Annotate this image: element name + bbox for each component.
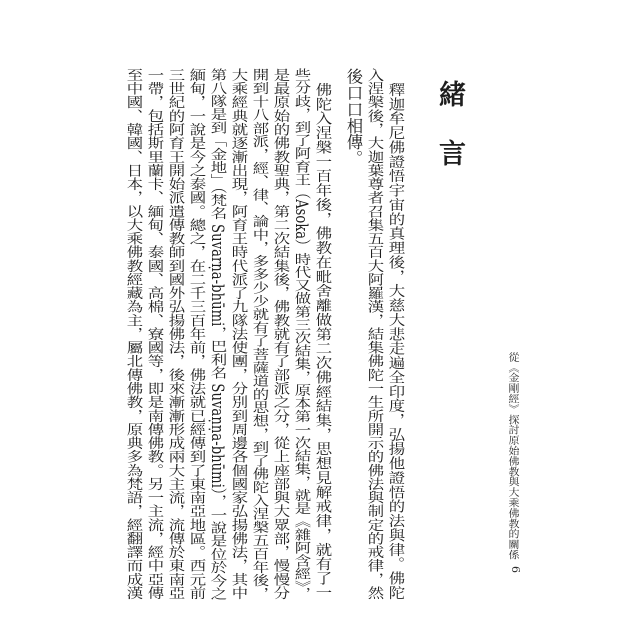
text-column: 緬甸，一說是今之泰國。總之，在二千三百年前，佛法就已經傳到了東南亞地區。西元前 (187, 68, 206, 600)
running-header: 從《金剛經》探討原始佛教與大乘佛教的關係 (507, 352, 520, 561)
text-column: 一帶，包括斯里蘭卡、緬甸、泰國、高棉、寮國等，即是南傳佛教。另一主流，經中亞傳 (145, 68, 164, 600)
text-column: 是最原始的佛教聖典，第二次結集後，佛教就有了部派之分，從上座部與大眾部，慢慢分 (271, 68, 290, 600)
text-column: 三世紀的阿育王開始派遣傳教師到國外弘揚佛法，後來漸漸形成兩大主流，流傳於東南亞 (166, 68, 185, 600)
text-column: 釋迦牟尼佛證悟宇宙的真理後，大慈大悲走遍全印度，弘揚他證悟的法與律。佛陀 (386, 68, 405, 600)
text-column: 開到十八部派，經、律、論中，多多少少就有了菩薩道的思想，到了佛陀入涅槃五百年後， (250, 68, 269, 600)
page-number: 6 (509, 566, 522, 573)
text-column: 入涅槃後，大迦葉尊者召集五百大阿羅漢，結集佛陀一生所開示的佛法與制定的戒律，然 (365, 68, 384, 600)
text-column: 至中國、韓國、日本，以大乘佛教經藏為主，屬北傳佛教，原典多為梵語，經翻譯而成漢 (124, 68, 143, 600)
text-column: 第八隊是到「金地」（梵名 Suvarṇa-bhūmi，巴利名 Suvaṇṇa-bhūmi），一說是位於今之 (208, 68, 227, 601)
text-column: 些分歧，到了阿育王（Asoka）時代又做第三次結集，原本第一次結集，就是《雜阿含經》， (292, 68, 311, 600)
text-column: 後口口相傳。 (344, 68, 363, 167)
chapter-title: 緒言 (434, 80, 465, 198)
text-column: 佛陀入涅槃一百年後，佛教在毗舍離做第二次佛經結集，思想見解戒律，就有了一 (313, 68, 332, 600)
text-column: 大乘經典就逐漸出現，阿育王時代派了九隊法使團，分別到周邊各個國家弘揚佛法，其中 (229, 68, 248, 600)
